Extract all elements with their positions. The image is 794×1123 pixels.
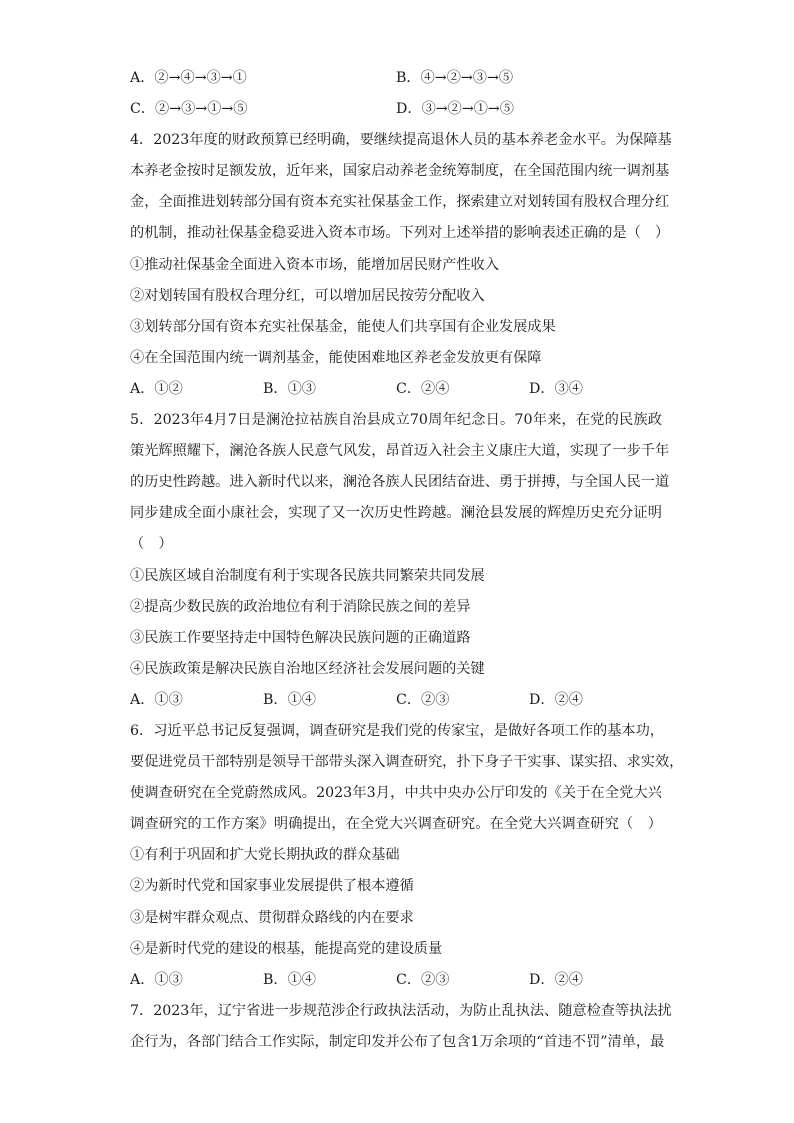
q6-stem-line: 调查研究的工作方案》明确提出，在全党大兴调查研究。在全党大兴调查研究（ ） [130,816,662,833]
q4-options [130,374,662,405]
q5-option-a[interactable]: A．①③ [130,691,183,708]
q3-option-d[interactable]: D．③→②→①→⑤ [396,101,514,118]
q5-stem-line: 同步建成全面小康社会，实现了又一次历史性跨越。澜沧县发展的辉煌历史充分证明 [130,505,662,522]
q4-stem-line: 的机制，推动社保基金稳妥进入资本市场。下列对上述举措的影响表述正确的是（ ） [130,225,670,242]
question-7 [130,996,672,1058]
q7-stem-line: 7．2023年，辽宁省进一步规范涉企行政执法活动，为防止乱执法、随意检查等执法扰 [130,1002,672,1019]
q6-option-b[interactable]: B．①④ [263,971,316,988]
q4-stem-line: 本养老金按时足额发放，近年来，国家启动养老金统筹制度，在全国范围内统一调剂基 [130,163,670,180]
q3-options-row-2 [130,94,662,125]
q5-stem-line: 的历史性跨越。进入新时代以来，澜沧各族人民团结奋进、勇于拼搏，与全国人民一道 [130,474,670,491]
q6-options [130,965,662,996]
q5-stem-line: 策光辉照耀下，澜沧各族人民意气风发，昂首迈入社会主义康庄大道，实现了一步千年 [130,443,670,460]
q4-option-a[interactable]: A．①② [130,380,183,397]
q4-statement-3: ③划转部分国有资本充实社保基金，能使人们共享国有企业发展成果 [130,318,556,335]
q3-option-b[interactable]: B．④→②→③→⑤ [396,70,514,86]
question-6 [130,716,684,996]
q6-option-a[interactable]: A．①③ [130,971,183,988]
q6-stem-line: 使调查研究在全党蔚然成风。2023年3月，中共中央办公厅印发的《关于在全党大兴 [130,785,662,802]
q5-options [130,685,662,716]
exam-page [130,63,684,1058]
q3-option-a[interactable]: A．②→④→③→① [130,70,247,86]
q3-options-row-1 [130,63,662,94]
question-5 [130,405,670,716]
q4-statement-4: ④在全国范围内统一调剂基金，能使困难地区养老金发放更有保障 [130,349,542,366]
q6-statement-4: ④是新时代党的建设的根基，能提高党的建设质量 [130,940,443,957]
question-4 [130,125,672,405]
q6-statement-3: ③是树牢群众观点、贯彻群众路线的内在要求 [130,909,414,926]
q6-option-c[interactable]: C．②③ [396,971,450,988]
q4-stem-line: 4．2023年度的财政预算已经明确，要继续提高退休人员的基本养老金水平。为保障基 [130,132,672,149]
q5-statement-3: ③民族工作要坚持走中国特色解决民族问题的正确道路 [130,629,471,646]
q6-stem-line: 6．习近平总书记反复强调，调查研究是我们党的传家宝，是做好各项工作的基本功， [130,722,664,739]
q4-statement-1: ①推动社保基金全面进入资本市场，能增加居民财产性收入 [130,256,499,273]
q3-option-c[interactable]: C．②→③→①→⑤ [130,101,248,118]
q4-statement-2: ②对划转国有股权合理分红，可以增加居民按劳分配收入 [130,287,485,304]
q6-stem-line: 要促进党员干部特别是领导干部带头深入调查研究，扑下身子干实事、谋实招、求实效， [130,754,684,771]
q5-option-b[interactable]: B．①④ [263,691,316,708]
q5-statement-1: ①民族区域自治制度有利于实现各民族共同繁荣共同发展 [130,567,485,584]
q5-statement-2: ②提高少数民族的政治地位有利于消除民族之间的差异 [130,598,471,615]
q5-statement-4: ④民族政策是解决民族自治地区经济社会发展问题的关键 [130,660,485,677]
q7-stem-line: 企行为，各部门结合工作实际，制定印发并公布了包含1万余项的“首违不罚”清单，最 [130,1033,665,1050]
q6-option-d[interactable]: D．②④ [529,971,583,988]
q4-option-d[interactable]: D．③④ [529,380,583,397]
q4-option-c[interactable]: C．②④ [396,380,450,397]
q4-option-b[interactable]: B．①③ [263,380,316,397]
q6-statement-1: ①有利于巩固和扩大党长期执政的群众基础 [130,847,400,864]
q6-statement-2: ②为新时代党和国家事业发展提供了根本遵循 [130,878,414,895]
q5-option-d[interactable]: D．②④ [529,691,583,708]
q5-stem-line: （ ） [130,536,173,553]
q5-option-c[interactable]: C．②③ [396,691,450,708]
q4-stem-line: 金，全面推进划转部分国有资本充实社保基金工作，探索建立对划转国有股权合理分红 [130,194,670,211]
q5-stem-line: 5．2023年4月7日是澜沧拉祜族自治县成立70周年纪念日。70年来，在党的民族政 [130,412,662,429]
